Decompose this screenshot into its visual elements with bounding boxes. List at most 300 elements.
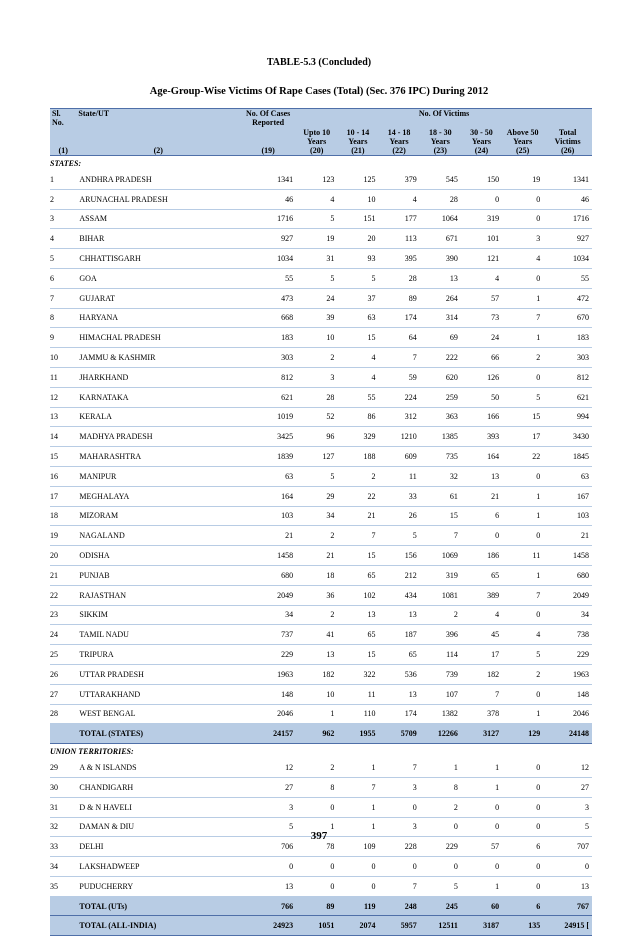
cell-sl-no: 24 [50, 625, 76, 645]
cell-value: 1 [461, 876, 502, 896]
cell-value: 0 [379, 797, 420, 817]
cell-value: 182 [461, 664, 502, 684]
cell-state: PUNJAB [76, 565, 240, 585]
cell-value: 670 [543, 308, 592, 328]
cell-value: 1 [337, 817, 378, 837]
cell-value: 65 [337, 625, 378, 645]
cell-value: 2 [502, 664, 543, 684]
cell-value: 93 [337, 249, 378, 269]
cell-value: 63 [240, 466, 296, 486]
table-row [50, 797, 592, 817]
cell-value: 5 [420, 876, 461, 896]
cell-value: 8 [420, 777, 461, 797]
section-label: STATES: [50, 158, 82, 168]
cell-value: 2046 [543, 704, 592, 724]
cell-value: 3127 [461, 724, 502, 744]
cell-state: HIMACHAL PRADESH [76, 328, 240, 348]
cell-value: 164 [461, 447, 502, 467]
cell-value: 927 [240, 229, 296, 249]
cell-value: 393 [461, 427, 502, 447]
cell-sl-no: 22 [50, 585, 76, 605]
cell-value: 12 [240, 758, 296, 777]
cell-value: 212 [379, 565, 420, 585]
cell-value: 183 [543, 328, 592, 348]
cell-value: 812 [543, 367, 592, 387]
cell-value: 738 [543, 625, 592, 645]
cell-state: MANIPUR [76, 466, 240, 486]
cell-value: 8 [296, 777, 337, 797]
cell-value: 13 [337, 605, 378, 625]
cell-value: 1955 [337, 724, 378, 744]
cell-value: 15 [502, 407, 543, 427]
cell-value: 32 [420, 466, 461, 486]
cell-value: 21 [240, 526, 296, 546]
cell-value: 21 [296, 546, 337, 566]
cell-value: 4 [461, 268, 502, 288]
cell-value: 5 [240, 817, 296, 837]
cell-value: 19 [296, 229, 337, 249]
cell-state: ANDHRA PRADESH [76, 170, 240, 189]
cell-value: 186 [461, 546, 502, 566]
table-row [50, 625, 592, 645]
header-col-number: (22) [379, 146, 420, 156]
cell-value: 60 [461, 896, 502, 916]
cell-value: 20 [337, 229, 378, 249]
cell-value: 4 [337, 348, 378, 368]
cell-value: 13 [379, 605, 420, 625]
cell-value: 962 [296, 724, 337, 744]
cell-value: 0 [502, 466, 543, 486]
cell-sl-no: 17 [50, 486, 76, 506]
cell-value: 0 [502, 758, 543, 777]
cell-value: 22 [502, 447, 543, 467]
header-col-number: (21) [337, 146, 378, 156]
cell-value: 2 [296, 758, 337, 777]
cell-value: 706 [240, 837, 296, 857]
header-total-victims: Total Victims [543, 128, 592, 146]
cell-value: 5 [379, 526, 420, 546]
cell-state: ASSAM [76, 209, 240, 229]
cell-state: TOTAL (STATES) [76, 724, 240, 744]
cell-state: TOTAL (ALL-INDIA) [76, 916, 240, 936]
cell-value: 472 [543, 288, 592, 308]
cell-value: 0 [502, 797, 543, 817]
cell-value: 109 [337, 837, 378, 857]
header-col-number: (2) [76, 146, 240, 156]
cell-value: 103 [543, 506, 592, 526]
cell-value: 2 [296, 526, 337, 546]
cell-value: 107 [420, 684, 461, 704]
cell-sl-no: 15 [50, 447, 76, 467]
cell-value: 264 [420, 288, 461, 308]
cell-value: 1963 [543, 664, 592, 684]
cell-value: 5 [296, 209, 337, 229]
cell-value: 156 [379, 546, 420, 566]
cell-value: 0 [461, 526, 502, 546]
cell-value: 0 [240, 857, 296, 877]
header-age-14-18: 14 - 18 Years [379, 128, 420, 146]
cell-value: 329 [337, 427, 378, 447]
cell-value: 27 [240, 777, 296, 797]
table-row [50, 585, 592, 605]
cell-sl-no: 33 [50, 837, 76, 857]
cell-state: BIHAR [76, 229, 240, 249]
cell-state: ODISHA [76, 546, 240, 566]
cell-value: 1716 [543, 209, 592, 229]
cell-value: 17 [502, 427, 543, 447]
cell-value: 4 [502, 625, 543, 645]
cell-value: 150 [461, 170, 502, 189]
cell-value: 994 [543, 407, 592, 427]
table-row [50, 466, 592, 486]
cell-value: 10 [296, 328, 337, 348]
cell-value: 7 [379, 758, 420, 777]
cell-sl-no: 28 [50, 704, 76, 724]
cell-value: 164 [240, 486, 296, 506]
cell-sl-no: 31 [50, 797, 76, 817]
cell-value: 0 [502, 857, 543, 877]
cell-value: 5957 [379, 916, 420, 936]
cell-value: 65 [461, 565, 502, 585]
cell-sl-no: 30 [50, 777, 76, 797]
cell-sl-no: 20 [50, 546, 76, 566]
cell-value: 110 [337, 704, 378, 724]
cell-value: 66 [461, 348, 502, 368]
cell-value: 6 [461, 506, 502, 526]
cell-value: 229 [543, 645, 592, 665]
cell-sl-no: 25 [50, 645, 76, 665]
cell-value: 1051 [296, 916, 337, 936]
cell-value: 1458 [240, 546, 296, 566]
cell-value: 312 [379, 407, 420, 427]
page-number: 397 [310, 830, 328, 842]
cell-value: 473 [240, 288, 296, 308]
header-age-10-14: 10 - 14 Years [337, 128, 378, 146]
cell-value: 545 [420, 170, 461, 189]
cell-sl-no: 1 [50, 170, 76, 189]
cell-value: 2049 [543, 585, 592, 605]
table-row [50, 407, 592, 427]
cell-value: 4 [379, 189, 420, 209]
cell-value: 4 [296, 189, 337, 209]
cell-value: 34 [296, 506, 337, 526]
cell-value: 126 [461, 367, 502, 387]
cell-value: 319 [420, 565, 461, 585]
cell-value: 536 [379, 664, 420, 684]
cell-value: 4 [502, 249, 543, 269]
cell-value: 3 [296, 367, 337, 387]
cell-sl-no [50, 724, 76, 744]
cell-value: 151 [337, 209, 378, 229]
cell-value: 766 [240, 896, 296, 916]
cell-value: 5 [296, 466, 337, 486]
table-row [50, 857, 592, 877]
cell-value: 19 [502, 170, 543, 189]
cell-value: 395 [379, 249, 420, 269]
cell-value: 3 [543, 797, 592, 817]
cell-value: 102 [337, 585, 378, 605]
cell-value: 3430 [543, 427, 592, 447]
cell-state: RAJASTHAN [76, 585, 240, 605]
cell-state: TRIPURA [76, 645, 240, 665]
cell-value: 1341 [240, 170, 296, 189]
cell-value: 0 [296, 857, 337, 877]
table-row [50, 645, 592, 665]
table-row [50, 704, 592, 724]
cell-state: TAMIL NADU [76, 625, 240, 645]
cell-value: 37 [337, 288, 378, 308]
cell-value: 621 [543, 387, 592, 407]
header-col-number: (26) [543, 146, 592, 156]
cell-value: 13 [379, 684, 420, 704]
cell-value: 57 [461, 288, 502, 308]
cell-value: 24 [461, 328, 502, 348]
cell-state: WEST BENGAL [76, 704, 240, 724]
cell-sl-no: 27 [50, 684, 76, 704]
cell-value: 228 [379, 837, 420, 857]
cell-value: 65 [379, 645, 420, 665]
cell-value: 55 [240, 268, 296, 288]
table-row [50, 170, 592, 189]
cell-value: 303 [543, 348, 592, 368]
cell-value: 22 [337, 486, 378, 506]
header-age-above-50: Above 50 Years [502, 128, 543, 146]
cell-value: 7 [420, 526, 461, 546]
cell-value: 1 [502, 704, 543, 724]
cell-value: 3 [379, 777, 420, 797]
cell-value: 24915 [ [543, 916, 592, 936]
cell-sl-no: 18 [50, 506, 76, 526]
cell-sl-no: 9 [50, 328, 76, 348]
table-row [50, 506, 592, 526]
cell-state: DELHI [76, 837, 240, 857]
cell-value: 0 [502, 367, 543, 387]
cell-value: 707 [543, 837, 592, 857]
table-row [50, 664, 592, 684]
cell-value: 0 [461, 797, 502, 817]
cell-sl-no: 7 [50, 288, 76, 308]
cell-value: 1 [296, 817, 337, 837]
cell-value: 680 [240, 565, 296, 585]
table-row [50, 777, 592, 797]
cell-value: 1 [502, 328, 543, 348]
cell-value: 36 [296, 585, 337, 605]
cell-value: 6 [502, 896, 543, 916]
cell-value: 188 [337, 447, 378, 467]
cell-value: 123 [296, 170, 337, 189]
cell-value: 0 [502, 684, 543, 704]
header-col-number: (19) [240, 146, 296, 156]
cell-value: 222 [420, 348, 461, 368]
cell-value: 1 [461, 777, 502, 797]
cell-value: 4 [337, 367, 378, 387]
header-sl-no: Sl. No. [50, 109, 76, 146]
cell-value: 15 [337, 645, 378, 665]
cell-value: 303 [240, 348, 296, 368]
cell-value: 13 [240, 876, 296, 896]
cell-value: 11 [502, 546, 543, 566]
cell-value: 3425 [240, 427, 296, 447]
cell-value: 89 [296, 896, 337, 916]
cell-value: 5709 [379, 724, 420, 744]
cell-state: KARNATAKA [76, 387, 240, 407]
cell-state: GOA [76, 268, 240, 288]
cell-value: 224 [379, 387, 420, 407]
cell-sl-no: 16 [50, 466, 76, 486]
cell-value: 13 [296, 645, 337, 665]
cell-value: 11 [337, 684, 378, 704]
cell-value: 12511 [420, 916, 461, 936]
header-col-number: (24) [461, 146, 502, 156]
cell-sl-no [50, 896, 76, 916]
table-row [50, 249, 592, 269]
cell-value: 1210 [379, 427, 420, 447]
cell-value: 10 [296, 684, 337, 704]
cell-value: 363 [420, 407, 461, 427]
cell-sl-no: 34 [50, 857, 76, 877]
cell-value: 174 [379, 308, 420, 328]
header-col-number: (1) [50, 146, 76, 156]
cell-state: D & N HAVELI [76, 797, 240, 817]
cell-value: 129 [502, 724, 543, 744]
cell-sl-no: 21 [50, 565, 76, 585]
header-age-upto-10: Upto 10 Years [296, 128, 337, 146]
cell-value: 621 [240, 387, 296, 407]
cell-value: 39 [296, 308, 337, 328]
cell-state: LAKSHADWEEP [76, 857, 240, 877]
cell-value: 127 [296, 447, 337, 467]
cell-value: 55 [337, 387, 378, 407]
cell-value: 46 [543, 189, 592, 209]
cell-value: 7 [502, 585, 543, 605]
cell-value: 119 [337, 896, 378, 916]
cell-value: 182 [296, 664, 337, 684]
cell-value: 125 [337, 170, 378, 189]
cell-sl-no: 12 [50, 387, 76, 407]
total-uts-row [50, 896, 592, 916]
cell-value: 61 [420, 486, 461, 506]
cell-value: 2 [296, 605, 337, 625]
table-row [50, 427, 592, 447]
cell-value: 0 [420, 857, 461, 877]
cell-value: 5 [296, 268, 337, 288]
table-row [50, 565, 592, 585]
cell-value: 12266 [420, 724, 461, 744]
cell-value: 668 [240, 308, 296, 328]
cell-value: 167 [543, 486, 592, 506]
cell-value: 0 [502, 209, 543, 229]
table-row [50, 209, 592, 229]
cell-value: 6 [502, 837, 543, 857]
cell-state: KERALA [76, 407, 240, 427]
cell-value: 2049 [240, 585, 296, 605]
cell-value: 671 [420, 229, 461, 249]
cell-value: 7 [502, 308, 543, 328]
cell-value: 17 [461, 645, 502, 665]
cell-value: 1081 [420, 585, 461, 605]
cell-value: 12 [543, 758, 592, 777]
cell-value: 1 [296, 704, 337, 724]
table-row [50, 328, 592, 348]
cell-value: 229 [240, 645, 296, 665]
section-label: UNION TERRITORIES: [50, 746, 134, 756]
cell-value: 5 [502, 645, 543, 665]
cell-value: 177 [379, 209, 420, 229]
table-row [50, 605, 592, 625]
cell-value: 13 [543, 876, 592, 896]
cell-value: 26 [379, 506, 420, 526]
cell-value: 0 [461, 857, 502, 877]
table-row [50, 758, 592, 777]
cell-value: 10 [337, 189, 378, 209]
header-col-number: (25) [502, 146, 543, 156]
cell-value: 28 [379, 268, 420, 288]
cell-value: 65 [337, 565, 378, 585]
cell-value: 2 [296, 348, 337, 368]
cell-value: 5 [543, 817, 592, 837]
cell-value: 1034 [240, 249, 296, 269]
cell-value: 314 [420, 308, 461, 328]
cell-value: 31 [296, 249, 337, 269]
cell-value: 3 [502, 229, 543, 249]
cell-value: 735 [420, 447, 461, 467]
cell-sl-no: 6 [50, 268, 76, 288]
cell-sl-no [50, 916, 76, 936]
cell-sl-no: 23 [50, 605, 76, 625]
cell-value: 0 [502, 526, 543, 546]
cell-value: 29 [296, 486, 337, 506]
cell-value: 0 [296, 797, 337, 817]
cell-state: NAGALAND [76, 526, 240, 546]
cell-value: 2 [420, 605, 461, 625]
cell-state: UTTARAKHAND [76, 684, 240, 704]
cell-value: 5 [337, 268, 378, 288]
cell-value: 15 [420, 506, 461, 526]
cell-value: 1069 [420, 546, 461, 566]
total-all-india-row [50, 916, 592, 936]
cell-state: MEGHALAYA [76, 486, 240, 506]
cell-value: 69 [420, 328, 461, 348]
cell-value: 680 [543, 565, 592, 585]
cell-value: 1839 [240, 447, 296, 467]
cell-value: 389 [461, 585, 502, 605]
cell-value: 73 [461, 308, 502, 328]
header-cases-reported: No. Of Cases Reported [240, 109, 296, 146]
cell-value: 96 [296, 427, 337, 447]
cell-value: 1 [461, 758, 502, 777]
cell-value: 620 [420, 367, 461, 387]
cell-sl-no: 14 [50, 427, 76, 447]
cell-value: 1 [502, 288, 543, 308]
cell-value: 15 [337, 328, 378, 348]
cell-value: 7 [379, 348, 420, 368]
cell-value: 1 [337, 758, 378, 777]
cell-state: ARUNACHAL PRADESH [76, 189, 240, 209]
cell-value: 767 [543, 896, 592, 916]
cell-value: 121 [461, 249, 502, 269]
cell-value: 0 [420, 817, 461, 837]
cell-state: UTTAR PRADESH [76, 664, 240, 684]
cell-value: 0 [461, 189, 502, 209]
header-state: State/UT [76, 109, 240, 146]
cell-value: 113 [379, 229, 420, 249]
table-row [50, 447, 592, 467]
cell-value: 1 [502, 506, 543, 526]
cell-value: 187 [379, 625, 420, 645]
cell-value: 103 [240, 506, 296, 526]
cell-value: 0 [502, 876, 543, 896]
cell-value: 0 [502, 777, 543, 797]
